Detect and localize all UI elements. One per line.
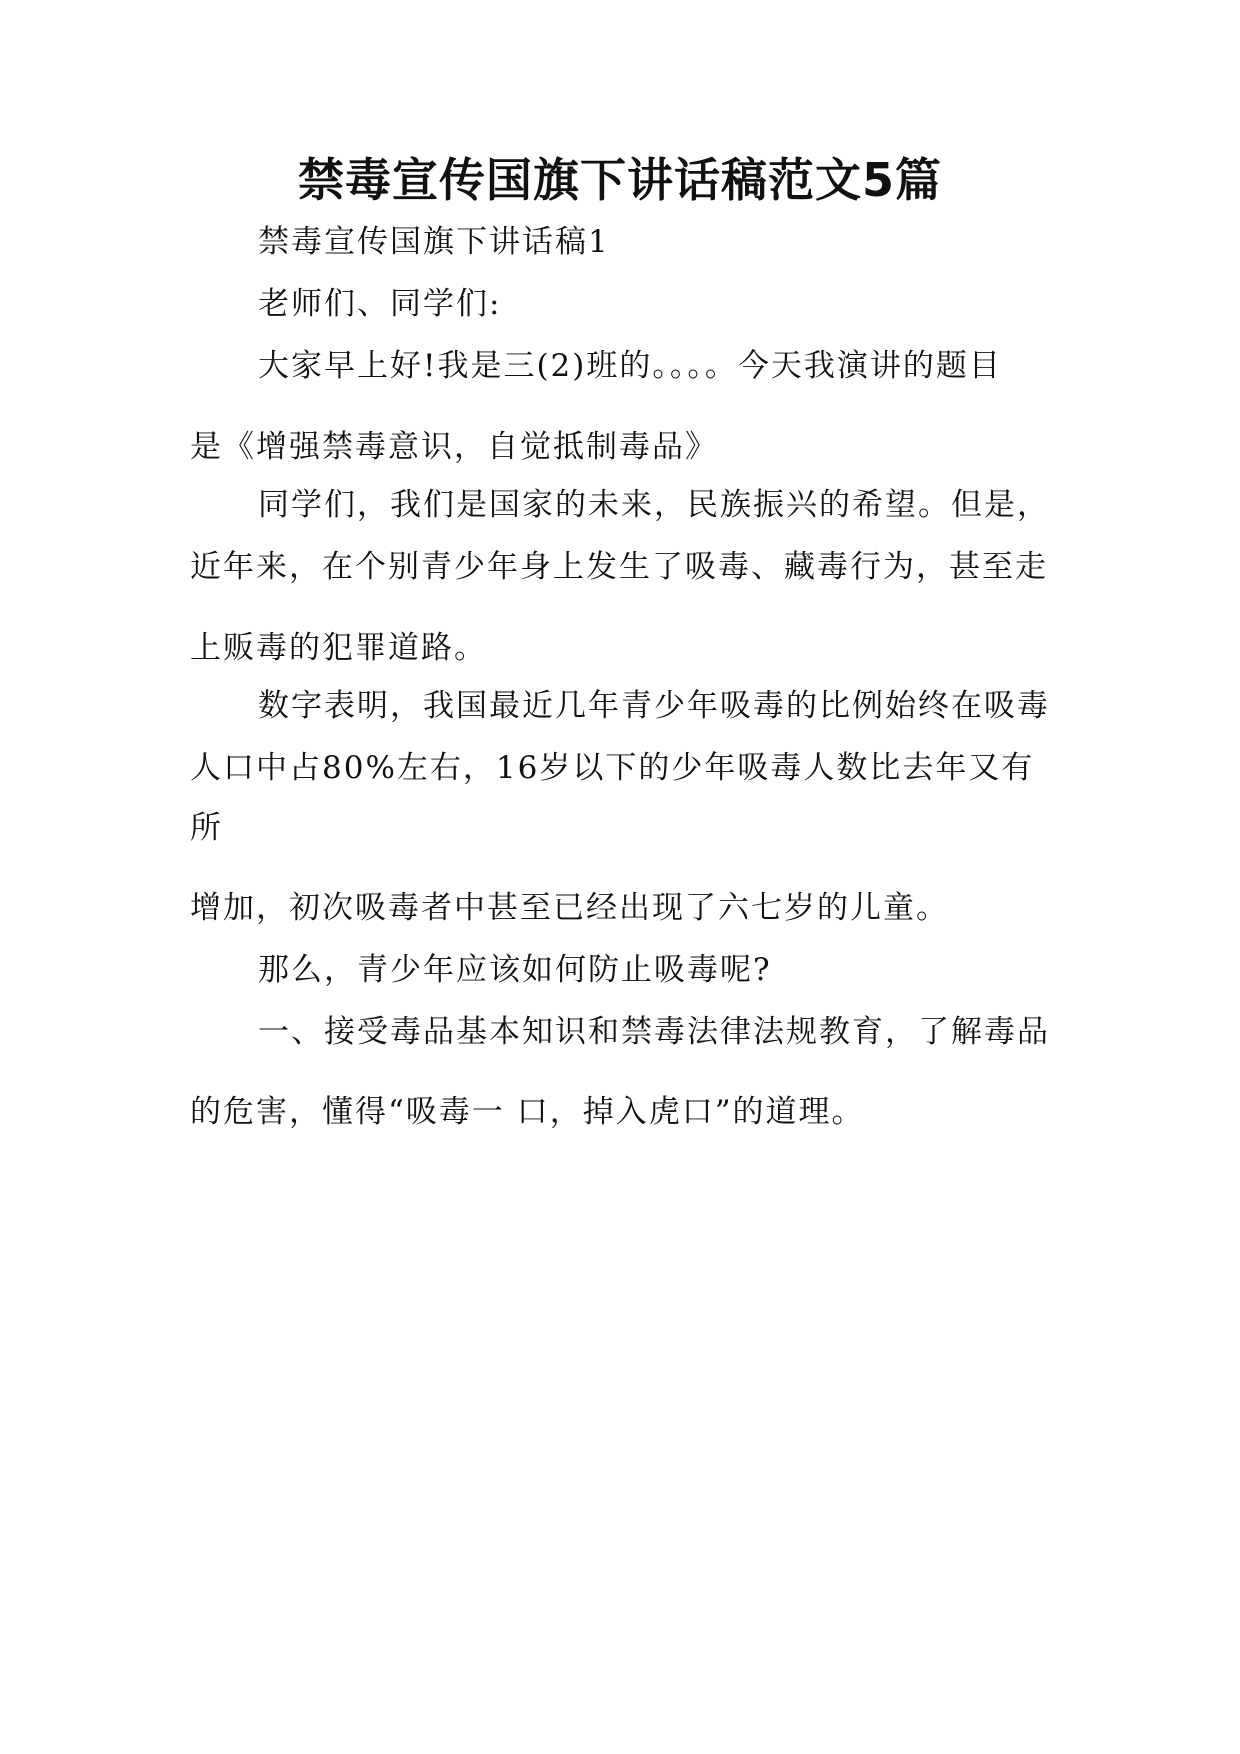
speech-heading: 禁毒宣传国旗下讲话稿1: [258, 224, 610, 260]
paragraph-line: 同学们，我们是国家的未来，民族振兴的希望。但是，: [258, 487, 1050, 523]
paragraph-line: 是《增强禁毒意识，自觉抵制毒品》: [190, 429, 718, 465]
paragraph-line: 所: [190, 810, 223, 846]
paragraph-line: 近年来，在个别青少年身上发生了吸毒、藏毒行为，甚至走: [190, 549, 1048, 585]
paragraph-line: 大家早上好!我是三(2)班的。。。。今天我演讲的题目: [258, 348, 1002, 384]
paragraph-line: 那么，青少年应该如何防止吸毒呢?: [258, 952, 772, 988]
paragraph-line: 一、接受毒品基本知识和禁毒法律法规教育，了解毒品: [258, 1014, 1050, 1050]
paragraph-line: 上贩毒的犯罪道路。: [190, 630, 487, 666]
paragraph-line: 增加，初次吸毒者中甚至已经出现了六七岁的儿童。: [190, 890, 949, 926]
document-title: 禁毒宣传国旗下讲话稿范文5篇: [297, 153, 942, 207]
paragraph-line: 的危害，懂得“吸毒一 口，掉入虎口”的道理。: [190, 1094, 865, 1130]
greeting-line: 老师们、同学们:: [258, 286, 502, 322]
paragraph-line: 人口中占80%左右，16岁以下的少年吸毒人数比去年又有: [190, 750, 1035, 786]
paragraph-line: 数字表明，我国最近几年青少年吸毒的比例始终在吸毒: [258, 688, 1050, 724]
